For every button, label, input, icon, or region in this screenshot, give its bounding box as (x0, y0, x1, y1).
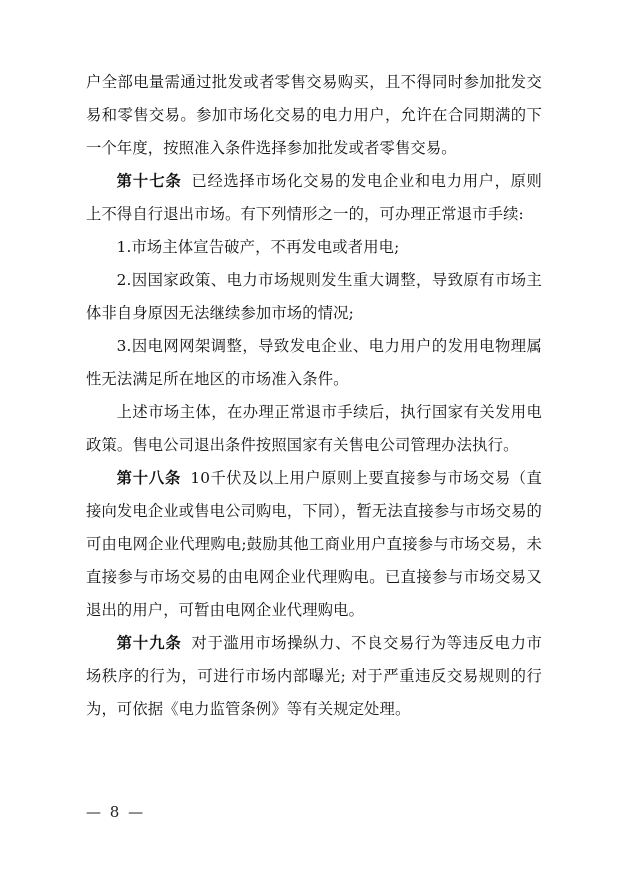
paragraph-continued (86, 66, 542, 165)
paragraph-text: 3.因电网网架调整，导致发电企业、电力用户的发用电物理属性无法满足所在地区的市场准入条件。 (86, 337, 542, 388)
paragraph-text: 上述市场主体，在办理正常退市手续后，执行国家有关发用电政策。售电公司退出条件按照国家有关售电公司管理办法执行。 (86, 403, 542, 454)
paragraph-exit-policy (86, 396, 542, 462)
paragraph-text: 2.因国家政策、电力市场规则发生重大调整，导致原有市场主体非自身原因无法继续参加市场的情况; (86, 271, 542, 322)
list-item-3 (86, 330, 542, 396)
paragraph-text: 10千伏及以上用户原则上要直接参与市场交易（直接向发电企业或售电公司购电，下同），暂无法直接参与市场交易的可由电网企业代理购电;鼓励其他工商业用户直接参与市场交易，未直接参与市场交易的由电网企业代理购电。已直接参与市场交易又退出的用户，可暂由电网企业代理购电。 (86, 469, 542, 619)
list-item-1 (86, 231, 542, 264)
article-18 (86, 462, 542, 627)
article-number: 第十八条 (116, 469, 182, 487)
paragraph-text: 已经选择市场化交易的发电企业和电力用户，原则上不得自行退出市场。有下列情形之一的，可办理正常退市手续: (86, 172, 542, 223)
article-number: 第十九条 (116, 634, 182, 652)
article-17 (86, 165, 542, 231)
list-item-2 (86, 264, 542, 330)
paragraph-text: 对于滥用市场操纵力、不良交易行为等违反电力市场秩序的行为，可进行市场内部曝光; 对于严重违反交易规则的行为，可依据《电力监管条例》等有关规定处理。 (86, 634, 542, 718)
document-body (86, 66, 542, 726)
paragraph-text: 户全部电量需通过批发或者零售交易购买，且不得同时参加批发交易和零售交易。参加市场化交易的电力用户，允许在合同期满的下一个年度，按照准入条件选择参加批发或者零售交易。 (86, 73, 542, 157)
paragraph-text: 1.市场主体宣告破产，不再发电或者用电; (116, 238, 400, 256)
article-19 (86, 627, 542, 726)
page-number: — 8 — (86, 803, 146, 821)
article-number: 第十七条 (116, 172, 182, 190)
